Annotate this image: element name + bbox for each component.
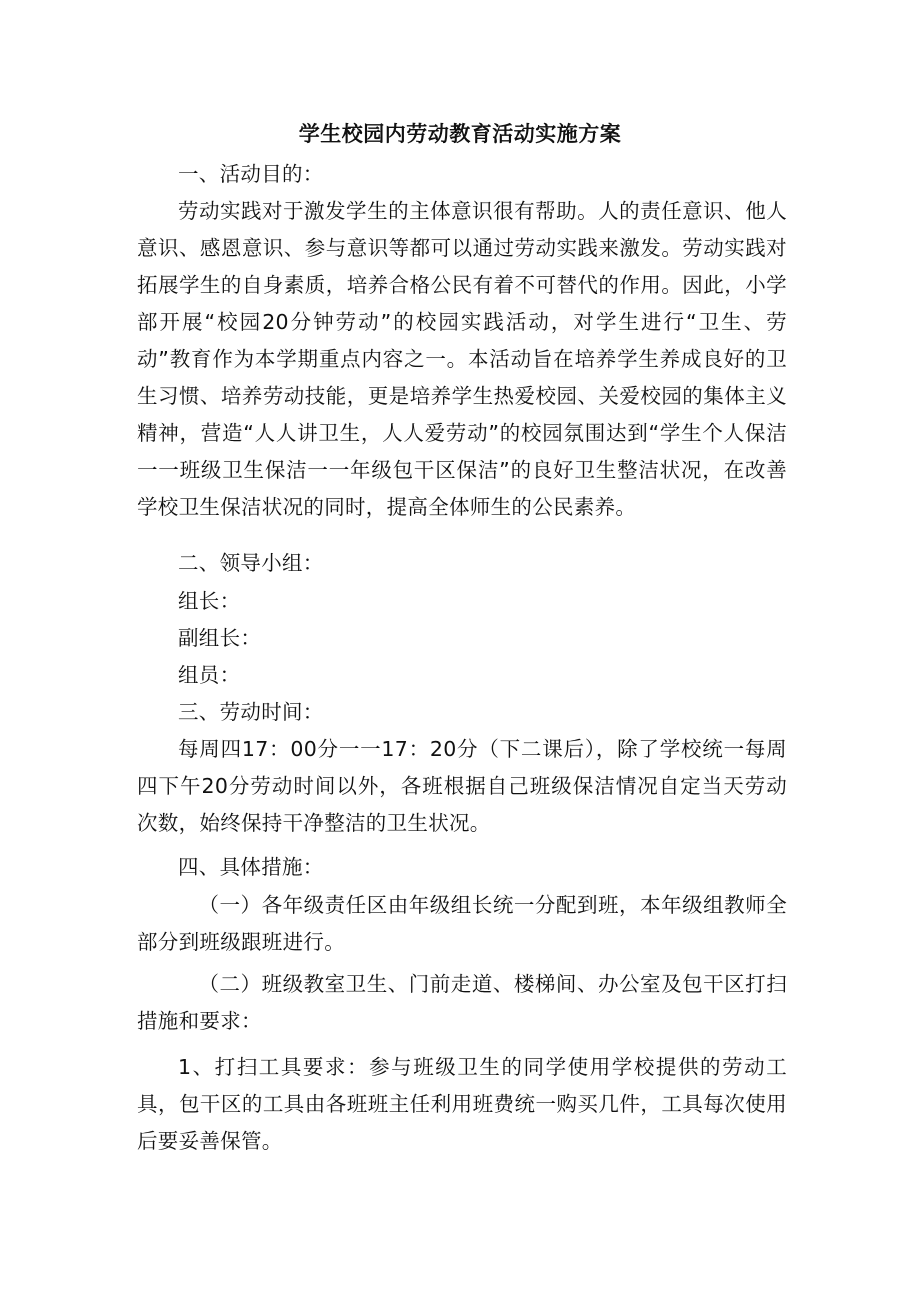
section-heading-time: 三、劳动时间： (178, 700, 324, 724)
paragraph-purpose: 劳动实践对于激发学生的主体意识很有帮助。人的责任意识、他人意识、感恩意识、参与意识等都可以通过劳动实践来激发。劳动实践对拓展学生的自身素质，培养合格公民有着不可替代的作用。因此，小学部开展“校园20分钟劳动”的校园实践活动，对学生进行“卫生、劳动”教育作为本学期重点内容之一。本活动旨在培养学生养成良好的卫生习惯、培养劳动技能，更是培养学生热爱校园、关爱校园的集体主义精神，营造“人人讲卫生，人人爱劳动”的校园氛围达到“学生个人保洁一一班级卫生保洁一一年级包干区保洁”的良好卫生整洁状况，在改善学校卫生保洁状况的同时，提高全体师生的公民素养。 (137, 199, 787, 519)
measure-item-1: （一）各年级责任区由年级组长统一分配到班，本年级组教师全部分到班级跟班进行。 (137, 893, 787, 954)
section-heading-leadership: 二、领导小组： (178, 551, 324, 575)
document-title: 学生校园内劳动教育活动实施方案 (298, 122, 622, 146)
deputy-leader-line: 副组长： (178, 626, 262, 650)
section-heading-purpose: 一、活动目的： (178, 162, 324, 186)
section-heading-measures: 四、具体措施： (178, 855, 324, 879)
paragraph-time: 每周四17：00分一一17：20分（下二课后），除了学校统一每周四下午20分劳动时间以外，各班根据自己班级保洁情况自定当天劳动次数，始终保持干净整洁的卫生状况。 (137, 737, 787, 835)
measure-tools-requirement: 1、打扫工具要求：参与班级卫生的同学使用学校提供的劳动工具，包干区的工具由各班班主任利用班费统一购买几件，工具每次使用后要妥善保管。 (137, 1055, 787, 1153)
members-line: 组员： (178, 663, 241, 687)
measure-item-2: （二）班级教室卫生、门前走道、楼梯间、办公室及包干区打扫措施和要求： (137, 972, 787, 1033)
leader-line: 组长： (178, 589, 241, 613)
